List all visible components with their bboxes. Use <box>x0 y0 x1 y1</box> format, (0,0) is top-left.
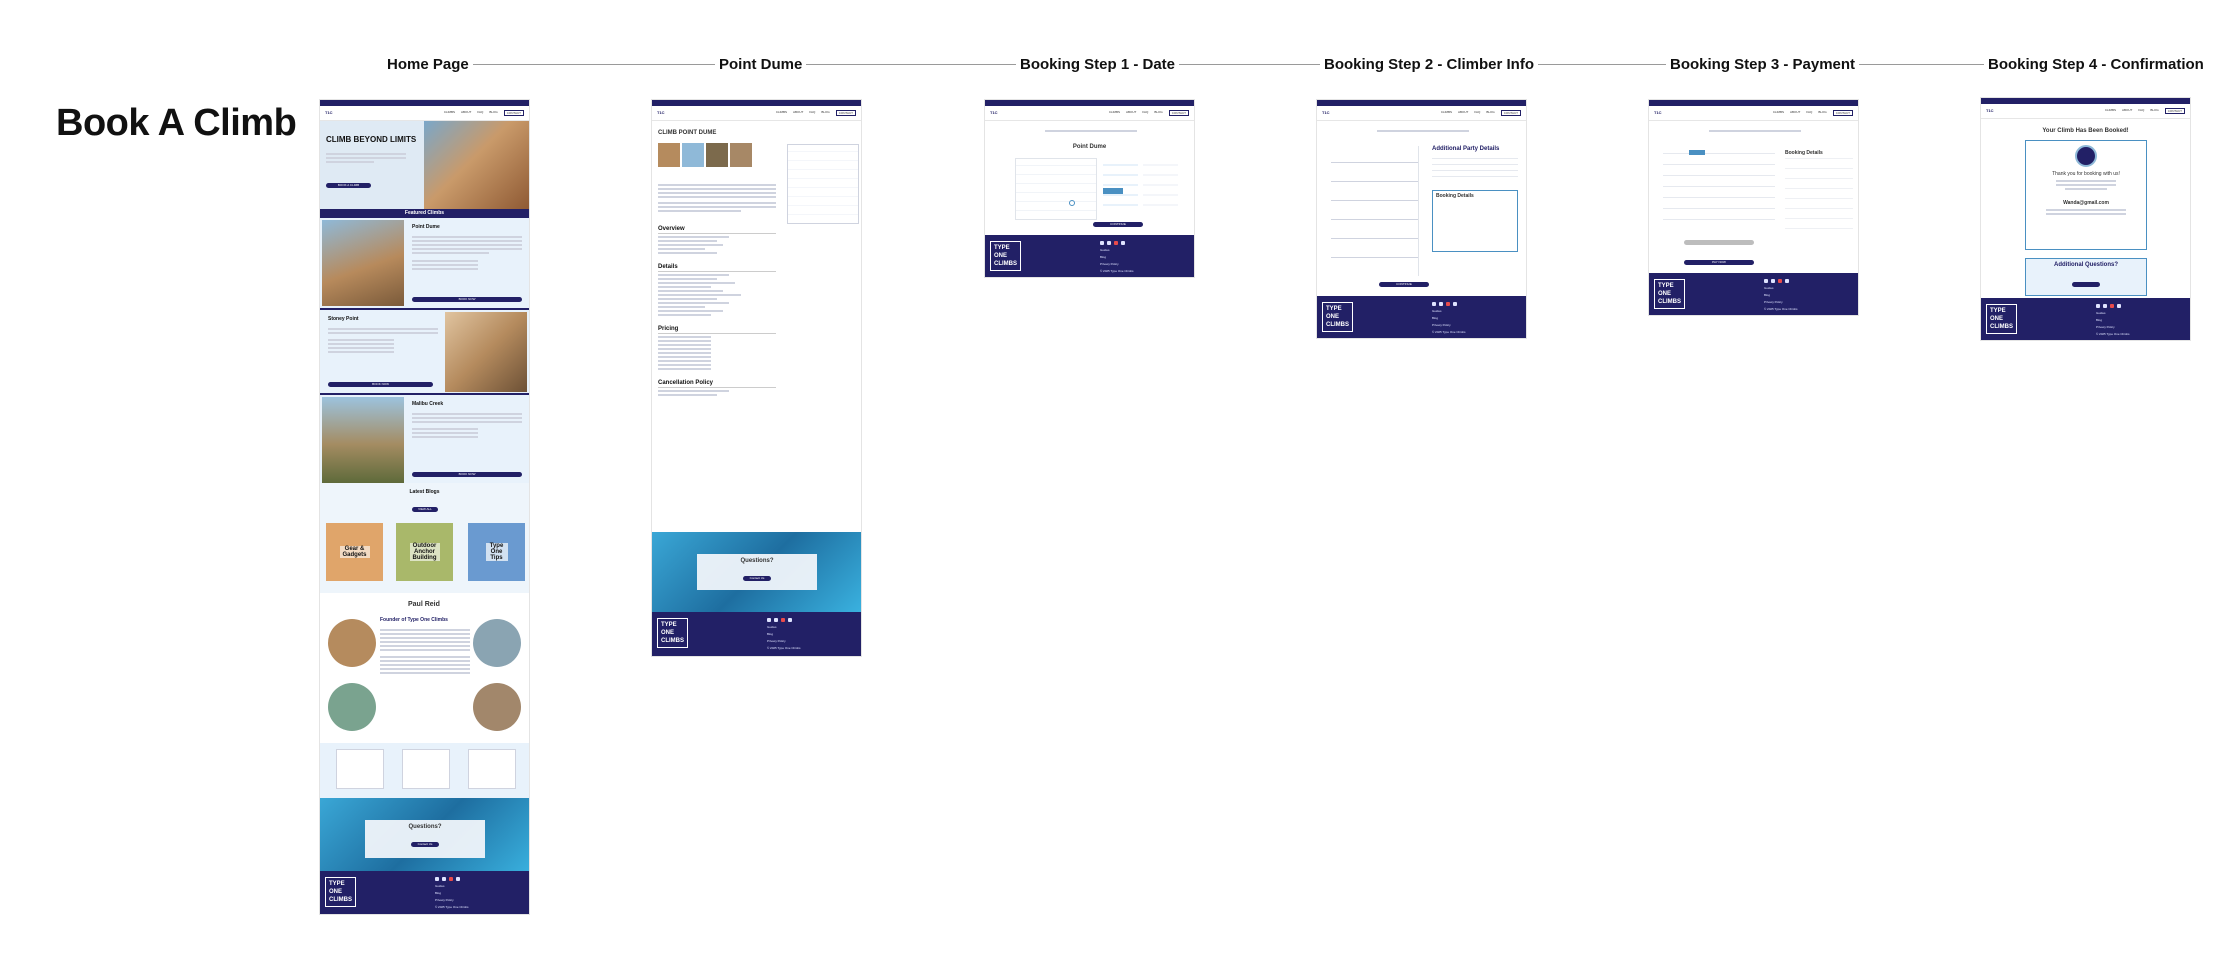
section-overview[interactable]: Overview <box>658 226 776 234</box>
facebook-icon <box>1432 302 1436 306</box>
screen-label-step3: Booking Step 3 - Payment <box>1666 56 1859 73</box>
climb-name: Stoney Point <box>328 316 359 322</box>
footer-links <box>435 877 469 911</box>
questions-section <box>320 798 529 878</box>
climb-name: Malibu Creek <box>412 401 444 407</box>
progress-steps <box>1045 130 1137 132</box>
contact-us-button[interactable]: Contact Us <box>743 576 771 581</box>
nav-contact-button[interactable]: CONTACT <box>504 110 524 116</box>
facebook-icon <box>1764 279 1768 283</box>
footer-link[interactable]: Blog <box>1100 255 1107 259</box>
blogs-view-all-button[interactable]: VIEW ALL <box>412 507 438 512</box>
nav-item-blog[interactable]: BLOG <box>489 110 498 114</box>
founder-photo <box>328 619 376 667</box>
latest-blogs-heading: Latest Blogs <box>409 489 440 495</box>
questions-title: Questions? <box>408 824 442 830</box>
nav-item-climbs[interactable]: CLIMBS <box>2104 108 2117 112</box>
questions-box <box>365 820 485 858</box>
pay-now-button[interactable]: PAY NOW <box>1684 260 1754 265</box>
nav-item-faq[interactable]: FAQ <box>1806 110 1813 114</box>
nav-item-climbs[interactable]: CLIMBS <box>443 110 456 114</box>
climb-name: Point Dume <box>412 224 440 230</box>
footer-logo: TYPE ONE CLIMBS <box>990 241 1021 271</box>
youtube-icon <box>1114 241 1118 245</box>
blog-card[interactable] <box>396 523 453 581</box>
confirmation-email: Wanda@gmail.com <box>2063 200 2109 206</box>
tiktok-icon <box>2117 304 2121 308</box>
contact-us-button[interactable] <box>2072 282 2100 287</box>
tiktok-icon <box>1453 302 1457 306</box>
point-dume-frame <box>651 99 862 657</box>
nav-item-faq[interactable]: FAQ <box>1474 110 1481 114</box>
footer-copyright: © 2025 Type One Climbs <box>1432 330 1466 334</box>
step3-footer <box>1649 273 1858 315</box>
tiktok-icon <box>456 877 460 881</box>
point-dume-title: CLIMB POINT DUME <box>658 130 717 136</box>
booking-step1-frame <box>984 99 1195 278</box>
step4-nav <box>1981 104 2190 119</box>
testimonial-card <box>402 749 450 789</box>
climb-book-button[interactable]: BOOK NOW <box>412 472 522 477</box>
questions-title: Questions? <box>740 558 774 564</box>
nav-item-faq[interactable]: FAQ <box>809 110 816 114</box>
booking-details-title: Booking Details <box>1785 150 1853 156</box>
climb-card-stoney-point <box>320 308 529 393</box>
footer-logo: TYPE ONE CLIMBS <box>1986 304 2017 334</box>
step1-footer <box>985 235 1194 277</box>
nav-item-faq[interactable]: FAQ <box>2138 108 2145 112</box>
screen-label-step1: Booking Step 1 - Date <box>1016 56 1179 73</box>
site-logo[interactable]: T1C <box>1654 110 1662 115</box>
brand-badge-icon <box>2075 145 2097 167</box>
section-details[interactable]: Details <box>658 264 776 272</box>
instagram-icon <box>1439 302 1443 306</box>
footer-logo: TYPE ONE CLIMBS <box>657 618 688 648</box>
nav-item-blog[interactable]: BLOG <box>1818 110 1827 114</box>
nav-contact-button[interactable]: CONTACT <box>1833 110 1853 116</box>
youtube-icon <box>781 618 785 622</box>
social-icons <box>435 877 469 881</box>
footer-copyright: © 2025 Type One Climbs <box>435 905 469 909</box>
nav-item-blog[interactable]: BLOG <box>1486 110 1495 114</box>
site-logo[interactable]: T1C <box>1986 108 1994 113</box>
screen-label-home: Home Page <box>383 56 473 73</box>
paypal-button[interactable] <box>1684 240 1754 245</box>
founder-section <box>320 593 529 743</box>
screen-label-step2: Booking Step 2 - Climber Info <box>1320 56 1538 73</box>
step3-nav <box>1649 106 1858 121</box>
nav-item-faq[interactable]: FAQ <box>1142 110 1149 114</box>
youtube-icon <box>1446 302 1450 306</box>
blog-title: Type One Tips <box>486 543 508 561</box>
nav-menu <box>444 110 524 116</box>
nav-contact-button[interactable]: CONTACT <box>2165 108 2185 114</box>
flow-connector-line <box>425 64 2170 65</box>
social-icons <box>1764 279 1798 283</box>
home-footer <box>320 871 529 914</box>
blog-card[interactable] <box>468 523 525 581</box>
footer-link[interactable]: Blog <box>435 891 442 895</box>
footer-link[interactable]: Guides <box>1432 309 1442 313</box>
testimonial-card <box>468 749 516 789</box>
nav-item-about[interactable]: ABOUT <box>1790 110 1801 114</box>
footer-links <box>767 618 801 652</box>
gallery-image <box>658 143 680 167</box>
testimonial-card <box>336 749 384 789</box>
hero-title: CLIMB BEYOND LIMITS <box>326 135 417 144</box>
step2-nav <box>1317 106 1526 121</box>
footer-links <box>1100 241 1134 275</box>
footer-copyright: © 2025 Type One Climbs <box>767 646 801 650</box>
booking-details-panel <box>1785 150 1853 238</box>
youtube-icon <box>449 877 453 881</box>
payment-form[interactable] <box>1663 148 1775 230</box>
selected-date[interactable] <box>1069 200 1075 206</box>
page-title: Book A Climb <box>56 102 297 144</box>
footer-links <box>2096 304 2130 338</box>
home-page-frame <box>319 99 530 915</box>
tiktok-icon <box>788 618 792 622</box>
youtube-icon <box>2110 304 2114 308</box>
hero-image <box>424 121 529 209</box>
booking-step3-frame <box>1648 99 1859 316</box>
footer-link[interactable]: Blog <box>1432 316 1439 320</box>
card-logos <box>1689 150 1705 155</box>
nav-item-about[interactable]: ABOUT <box>2122 108 2133 112</box>
nav-item-climbs[interactable]: CLIMBS <box>775 110 788 114</box>
instagram-icon <box>774 618 778 622</box>
featured-heading: Featured Climbs <box>320 209 529 218</box>
booking-details-title: Booking Details <box>1436 193 1474 199</box>
footer-copyright: © 2025 Type One Climbs <box>1100 269 1134 273</box>
additional-party-title: Additional Party Details <box>1432 146 1500 152</box>
nav-item-about[interactable]: ABOUT <box>461 110 472 114</box>
tiktok-icon <box>1785 279 1789 283</box>
footer-link[interactable]: Privacy Policy <box>2096 325 2115 329</box>
site-logo[interactable]: T1C <box>657 110 665 115</box>
footer-link[interactable]: Guides <box>435 884 445 888</box>
climber-form <box>1331 146 1419 276</box>
nav-item-about[interactable]: ABOUT <box>793 110 804 114</box>
founder-photo <box>473 683 521 731</box>
founder-name: Paul Reid <box>408 601 440 608</box>
facebook-icon <box>435 877 439 881</box>
climb-image-stoney-point <box>445 312 527 392</box>
section-pricing[interactable]: Pricing <box>658 326 776 334</box>
nav-item-blog[interactable]: BLOG <box>2150 108 2159 112</box>
blog-title: Outdoor Anchor Building <box>410 543 440 561</box>
footer-links <box>1432 302 1466 336</box>
footer-link[interactable]: Guides <box>2096 311 2106 315</box>
footer-link[interactable]: Privacy Policy <box>1100 262 1119 266</box>
footer-copyright: © 2025 Type One Climbs <box>1764 307 1798 311</box>
time-slot-selected[interactable] <box>1103 188 1123 194</box>
climb-image-malibu-creek <box>322 397 404 483</box>
additional-questions-title: Additional Questions? <box>2054 262 2118 268</box>
gallery-image <box>706 143 728 167</box>
additional-questions-card <box>2025 258 2147 296</box>
founder-photo <box>328 683 376 731</box>
nav-item-faq[interactable]: FAQ <box>477 110 484 114</box>
site-logo[interactable]: T1C <box>1322 110 1330 115</box>
facebook-icon <box>767 618 771 622</box>
footer-links <box>1764 279 1798 313</box>
nav-contact-button[interactable]: CONTACT <box>836 110 856 116</box>
facebook-icon <box>1100 241 1104 245</box>
footer-link[interactable]: Blog <box>767 632 774 636</box>
social-icons <box>2096 304 2130 308</box>
hero-section <box>320 121 529 209</box>
guests-selector[interactable] <box>1143 162 1178 214</box>
footer-link[interactable]: Privacy Policy <box>1432 323 1451 327</box>
instagram-icon <box>2103 304 2107 308</box>
footer-link[interactable]: Blog <box>1764 293 1771 297</box>
footer-link[interactable]: Guides <box>1764 286 1774 290</box>
social-icons <box>1100 241 1134 245</box>
footer-logo: TYPE ONE CLIMBS <box>1654 279 1685 309</box>
nav-contact-button[interactable]: CONTACT <box>1169 110 1189 116</box>
nav-item-climbs[interactable]: CLIMBS <box>1108 110 1121 114</box>
tiktok-icon <box>1121 241 1125 245</box>
booking-step2-frame <box>1316 99 1527 339</box>
section-cancellation[interactable]: Cancellation Policy <box>658 380 776 388</box>
founder-title: Founder of Type One Climbs <box>380 617 448 623</box>
footer-link[interactable]: Guides <box>767 625 777 629</box>
founder-photo <box>473 619 521 667</box>
latest-blogs-section <box>320 483 529 593</box>
footer-link[interactable]: Privacy Policy <box>767 639 786 643</box>
footer-link[interactable]: Guides <box>1100 248 1110 252</box>
instagram-icon <box>442 877 446 881</box>
progress-steps <box>1377 130 1469 132</box>
contact-us-button[interactable]: Contact Us <box>411 842 439 847</box>
youtube-icon <box>1778 279 1782 283</box>
nav-item-about[interactable]: ABOUT <box>1458 110 1469 114</box>
footer-copyright: © 2025 Type One Climbs <box>2096 332 2130 336</box>
climb-card-point-dume <box>320 218 529 308</box>
nav-item-climbs[interactable]: CLIMBS <box>1772 110 1785 114</box>
gallery-image <box>682 143 704 167</box>
step2-continue-button[interactable]: CONTINUE <box>1379 282 1429 287</box>
footer-logo: TYPE ONE CLIMBS <box>325 877 356 907</box>
confirmation-card <box>2025 140 2147 250</box>
blog-card[interactable] <box>326 523 383 581</box>
questions-box <box>697 554 817 590</box>
step1-nav <box>985 106 1194 121</box>
progress-steps <box>1709 130 1801 132</box>
home-nav <box>320 106 529 121</box>
site-logo[interactable]: T1C <box>990 110 998 115</box>
questions-section <box>652 532 861 614</box>
step1-continue-button[interactable]: CONTINUE <box>1093 222 1143 227</box>
nav-item-about[interactable]: ABOUT <box>1126 110 1137 114</box>
testimonials-section <box>320 743 529 798</box>
footer-link[interactable]: Privacy Policy <box>435 898 454 902</box>
nav-item-blog[interactable]: BLOG <box>821 110 830 114</box>
point-nav <box>652 106 861 121</box>
footer-logo: TYPE ONE CLIMBS <box>1322 302 1353 332</box>
point-footer <box>652 612 861 656</box>
booking-details-card <box>1432 190 1518 252</box>
nav-item-blog[interactable]: BLOG <box>1154 110 1163 114</box>
confirmation-title: Your Climb Has Been Booked! <box>2042 128 2129 134</box>
climb-image-point-dume <box>322 220 404 306</box>
step1-title: Point Dume <box>1072 144 1107 150</box>
booking-step4-frame <box>1980 97 2191 341</box>
hero-book-button[interactable]: BOOK A CLIMB <box>326 183 371 188</box>
social-icons <box>767 618 801 622</box>
instagram-icon <box>1107 241 1111 245</box>
step4-footer <box>1981 298 2190 340</box>
blog-title: Gear & Gadgets <box>340 546 370 558</box>
nav-item-climbs[interactable]: CLIMBS <box>1440 110 1453 114</box>
instagram-icon <box>1771 279 1775 283</box>
step2-footer <box>1317 296 1526 338</box>
climb-book-button[interactable]: BOOK NOW <box>328 382 433 387</box>
screen-label-point-dume: Point Dume <box>715 56 806 73</box>
party-options[interactable] <box>1432 158 1518 182</box>
nav-contact-button[interactable]: CONTACT <box>1501 110 1521 116</box>
gallery-image <box>730 143 752 167</box>
facebook-icon <box>2096 304 2100 308</box>
footer-link[interactable]: Blog <box>2096 318 2103 322</box>
calendar-widget[interactable] <box>787 144 859 224</box>
social-icons <box>1432 302 1466 306</box>
site-logo[interactable]: T1C <box>325 110 333 115</box>
thank-you-text: Thank you for booking with us! <box>2052 171 2120 177</box>
footer-link[interactable]: Privacy Policy <box>1764 300 1783 304</box>
screen-label-step4: Booking Step 4 - Confirmation <box>1984 56 2208 73</box>
climb-book-button[interactable]: BOOK NOW <box>412 297 522 302</box>
date-calendar[interactable] <box>1015 158 1097 220</box>
climb-card-malibu-creek <box>320 393 529 483</box>
